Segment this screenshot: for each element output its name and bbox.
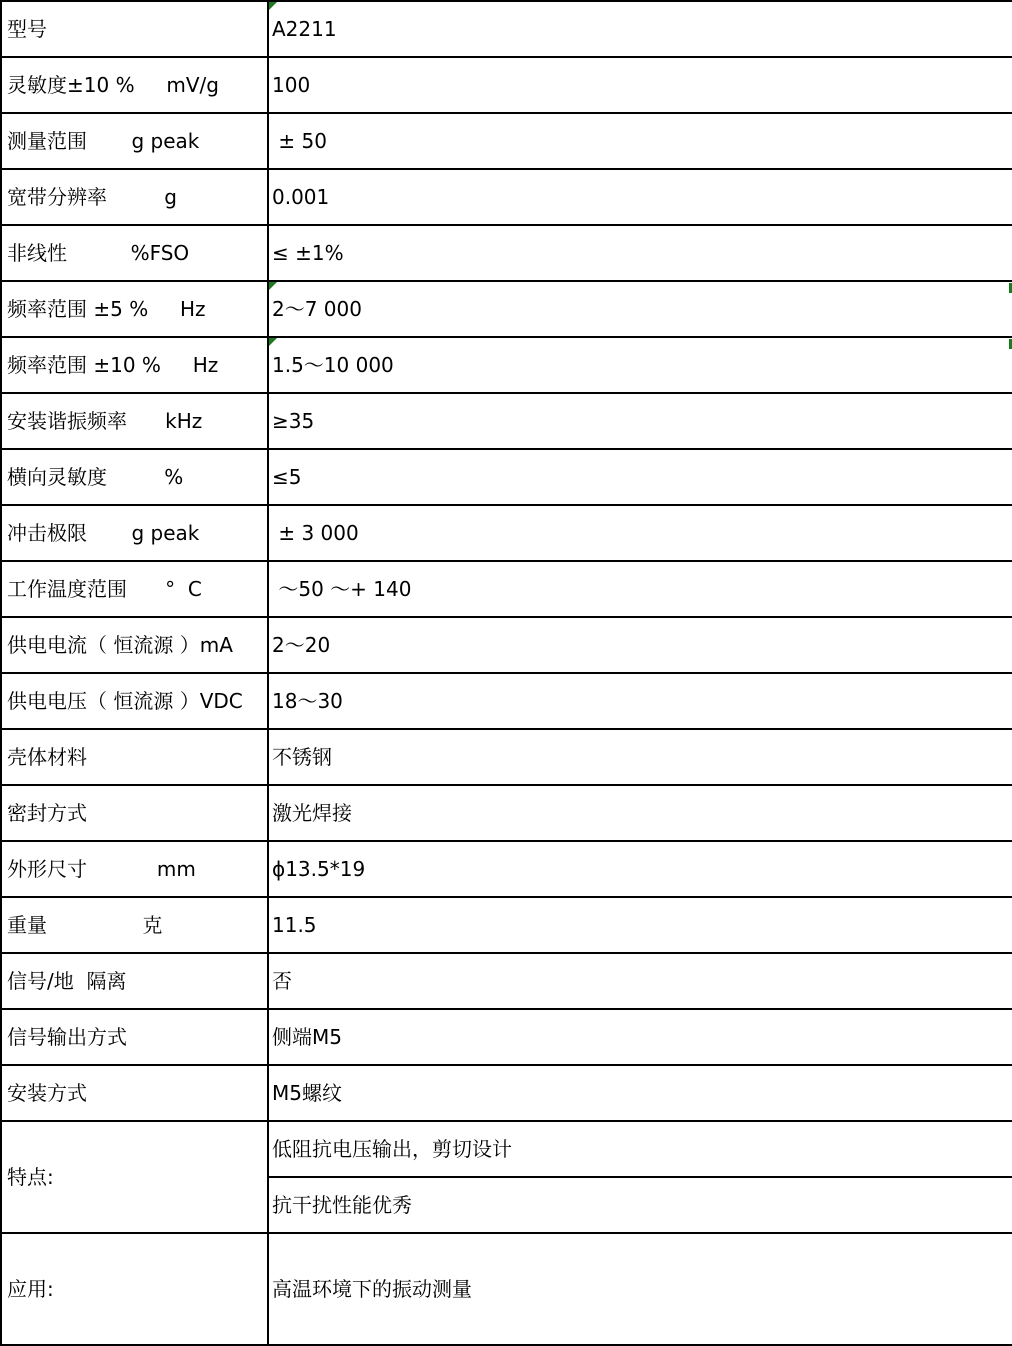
cell-marker-icon: [269, 2, 277, 10]
spec-label-transverse-sensitivity: 横向灵敏度 %: [1, 449, 268, 505]
spec-value-transverse-sensitivity: ≤5: [268, 449, 1012, 505]
table-row: [1, 225, 1012, 281]
table-row: [1, 1121, 1012, 1177]
spec-value-dimensions: ϕ13.5*19: [268, 841, 1012, 897]
spec-value-feature: 抗干扰性能优秀: [268, 1177, 1012, 1233]
spec-value-sensitivity: 100: [268, 57, 1012, 113]
spec-value-isolation: 否: [268, 953, 1012, 1009]
cell-marker-icon: [269, 282, 277, 290]
table-row: [1, 841, 1012, 897]
spec-value-application: 高温环境下的振动测量: [268, 1233, 1012, 1345]
spec-value-frequency-10: 1.5～10 000: [268, 337, 1012, 393]
spec-value-model: A2211: [268, 1, 1012, 57]
spec-label-dimensions: 外形尺寸 mm: [1, 841, 268, 897]
spec-value-shock-limit: ± 3 000: [268, 505, 1012, 561]
spec-value-sealing: 激光焊接: [268, 785, 1012, 841]
spec-value-temperature-range: ～50 ～+ 140: [268, 561, 1012, 617]
spec-label-housing-material: 壳体材料: [1, 729, 268, 785]
table-row: [1, 169, 1012, 225]
spec-label-frequency-10: 频率范围 ±10 % Hz: [1, 337, 268, 393]
spec-label-shock-limit: 冲击极限 g peak: [1, 505, 268, 561]
table-row: [1, 1009, 1012, 1065]
spec-value-housing-material: 不锈钢: [268, 729, 1012, 785]
table-row: [1, 729, 1012, 785]
spec-label-isolation: 信号/地 隔离: [1, 953, 268, 1009]
spec-value-output: 侧端M5: [268, 1009, 1012, 1065]
spec-value-weight: 11.5: [268, 897, 1012, 953]
spec-label-nonlinearity: 非线性 %FSO: [1, 225, 268, 281]
spec-label-output: 信号输出方式: [1, 1009, 268, 1065]
spec-label-sealing: 密封方式: [1, 785, 268, 841]
spec-value-frequency-5: 2～7 000: [268, 281, 1012, 337]
spec-value-mounting: M5螺纹: [268, 1065, 1012, 1121]
table-row: [1, 1233, 1012, 1345]
spec-label-supply-current: 供电电流（ 恒流源 ）mA: [1, 617, 268, 673]
spec-label-resolution: 宽带分辨率 g: [1, 169, 268, 225]
spec-label-sensitivity: 灵敏度±10 % mV/g: [1, 57, 268, 113]
spec-label-frequency-5: 频率范围 ±5 % Hz: [1, 281, 268, 337]
table-row: [1, 505, 1012, 561]
table-row: [1, 57, 1012, 113]
spec-label-application: 应用:: [1, 1233, 268, 1345]
table-row: [1, 897, 1012, 953]
spec-value-resolution: 0.001: [268, 169, 1012, 225]
table-row: [1, 785, 1012, 841]
table-row: [1, 617, 1012, 673]
spec-label-mounting: 安装方式: [1, 1065, 268, 1121]
spec-label-weight: 重量 克: [1, 897, 268, 953]
cell-marker-icon: [269, 338, 277, 346]
spec-value-nonlinearity: ≤ ±1%: [268, 225, 1012, 281]
spec-value-resonance: ≥35: [268, 393, 1012, 449]
spec-label-supply-voltage: 供电电压（ 恒流源 ）VDC: [1, 673, 268, 729]
table-row: [1, 281, 1012, 337]
spec-label-temperature-range: 工作温度范围 ° C: [1, 561, 268, 617]
table-row: [1, 337, 1012, 393]
table-row: [1, 953, 1012, 1009]
spec-value-supply-voltage: 18～30: [268, 673, 1012, 729]
spec-label-model: 型号: [1, 1, 268, 57]
spec-value-measurement-range: ± 50: [268, 113, 1012, 169]
table-row: [1, 393, 1012, 449]
spec-label-features: 特点:: [1, 1121, 268, 1233]
table-row: [1, 449, 1012, 505]
spec-label-resonance: 安装谐振频率 kHz: [1, 393, 268, 449]
table-row: [1, 561, 1012, 617]
spec-value-supply-current: 2～20: [268, 617, 1012, 673]
table-row: [1, 1065, 1012, 1121]
table-row: [1, 673, 1012, 729]
table-row: [1, 113, 1012, 169]
spec-label-measurement-range: 测量范围 g peak: [1, 113, 268, 169]
table-row: [1, 1, 1012, 57]
spec-value-feature: 低阻抗电压输出，剪切设计: [268, 1121, 1012, 1177]
